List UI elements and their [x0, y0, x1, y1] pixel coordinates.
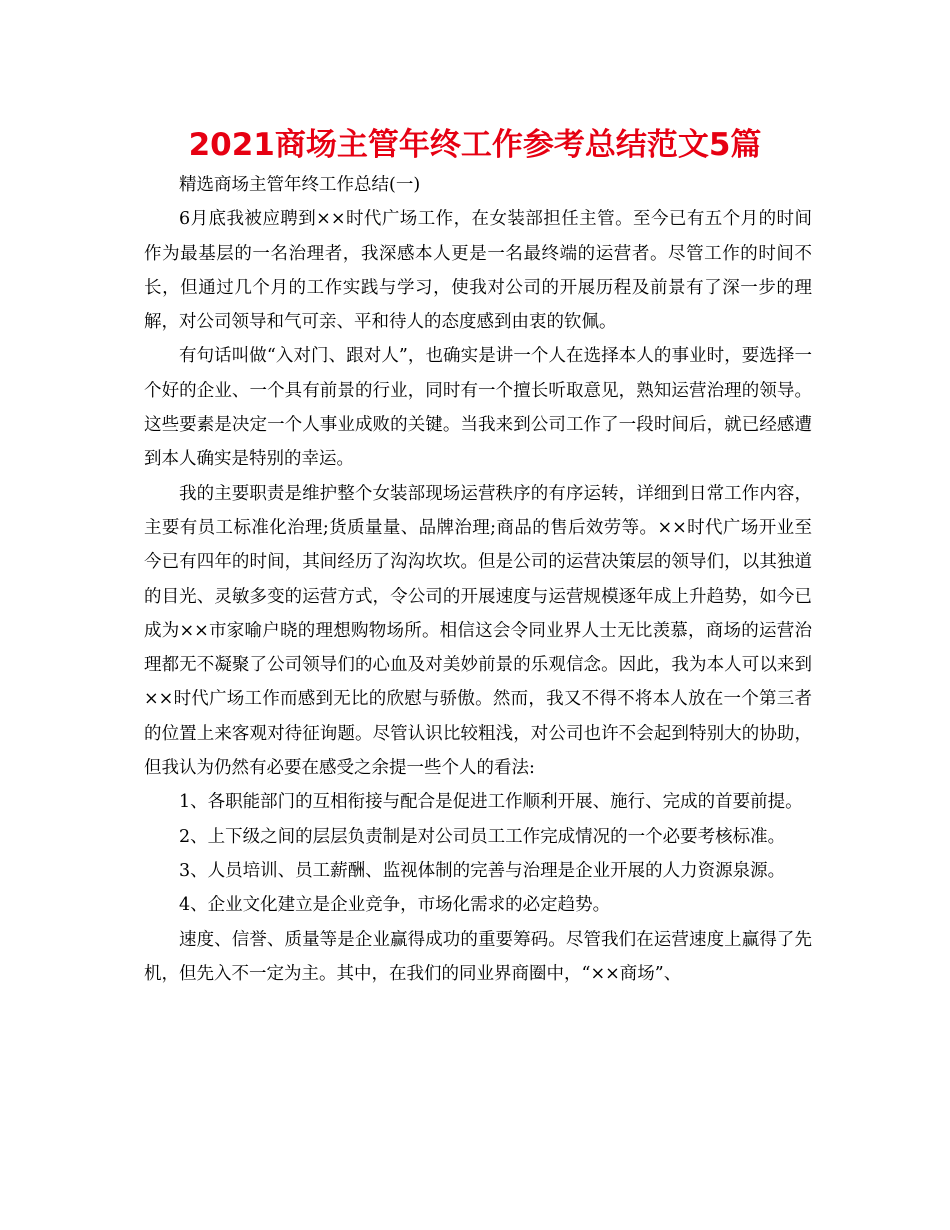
document-title: 2021商场主管年终工作参考总结范文5篇: [188, 127, 762, 163]
paragraph: 6月底我被应聘到××时代广场工作，在女装部担任主管。至今已有五个月的时间作为最基层的一名治理者，我深感本人更是一名最终端的运营者。尽管工作的时间不长，但通过几个月的工作实践与学习，使我对公司的开展历程及前景有了深一步的理解，对公司领导和气可亲、平和待人的态度感到由衷的钦佩。: [144, 209, 812, 333]
list-item: 3、人员培训、员工薪酬、监视体制的完善与治理是企业开展的人力资源泉源。: [179, 860, 786, 881]
paragraph: 有句话叫做“入对门、跟对人”，也确实是讲一个人在选择本人的事业时，要选择一个好的企业、一个具有前景的行业，同时有一个擅长听取意见，熟知运营治理的领导。这些要素是决定一个人事业成败的关键。当我来到公司工作了一段时间后，就已经感遭到本人确实是特别的幸运。: [144, 346, 812, 470]
document-body: [144, 168, 812, 991]
section-subtitle: 精选商场主管年终工作总结(一): [179, 175, 421, 195]
paragraph: 我的主要职责是维护整个女装部现场运营秩序的有序运转，详细到日常工作内容，主要有员工标准化治理;货质量量、品牌治理;商品的售后效劳等。××时代广场开业至今已有四年的时间，其间经历了沟沟坎坎。但是公司的运营决策层的领导们，以其独道的目光、灵敏多变的运营方式，令公司的开展速度与运营规模逐年成上升趋势，如今已成为××市家喻户晓的理想购物场所。相信这会令同业界人士无比羡慕，商场的运营治理都无不凝聚了公司领导们的心血及对美妙前景的乐观信念。因此，我为本人可以来到××时代广场工作而感到无比的欣慰与骄傲。然而，我又不得不将本人放在一个第三者的位置上来客观对待征询题。尽管认识比较粗浅，对公司也许不会起到特别大的协助，但我认为仍然有必要在感受之余提一些个人的看法:: [144, 483, 812, 779]
paragraph: 速度、信誉、质量等是企业赢得成功的重要筹码。尽管我们在运营速度上赢得了先机，但先入不一定为主。其中，在我们的同业界商圈中，“××商场”、: [144, 929, 812, 984]
list-item: 4、企业文化建立是企业竞争，市场化需求的必定趋势。: [179, 895, 611, 916]
list-item: 1、各职能部门的互相衔接与配合是促进工作顺利开展、施行、完成的首要前提。: [179, 792, 803, 813]
list-item: 2、上下级之间的层层负责制是对公司员工工作完成情况的一个必要考核标准。: [179, 826, 786, 847]
